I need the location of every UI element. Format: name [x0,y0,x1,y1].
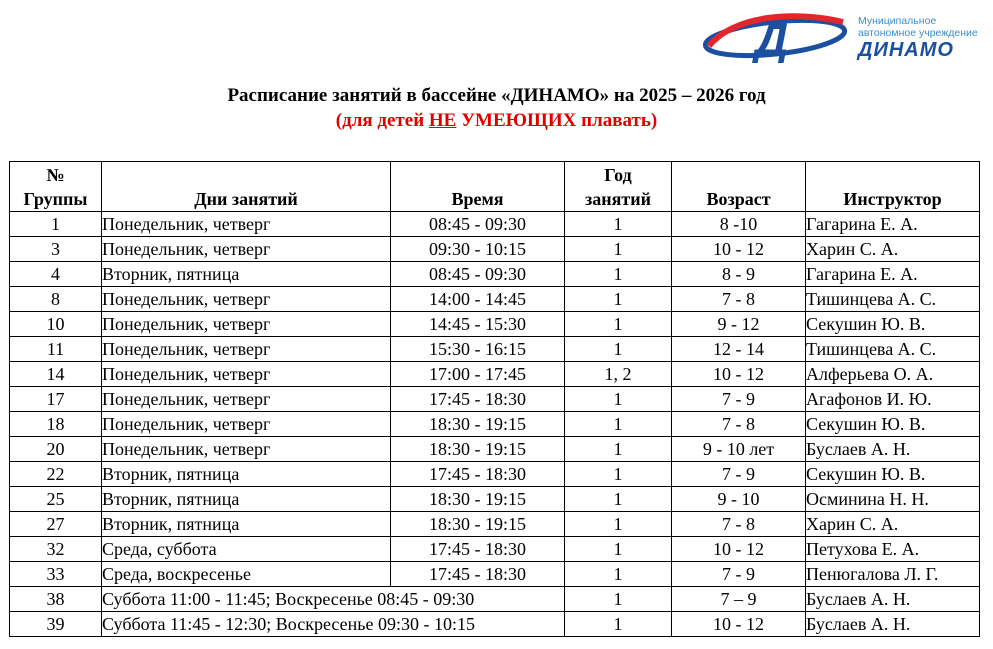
cell-year: 1 [565,562,672,587]
cell-group: 25 [10,487,102,512]
cell-instructor: Харин С. А. [806,237,980,262]
cell-group: 14 [10,362,102,387]
table-header-row [10,162,980,212]
cell-age: 9 - 10 лет [672,437,806,462]
cell-age: 9 - 12 [672,312,806,337]
cell-instructor: Тишинцева А. С. [806,337,980,362]
cell-group: 27 [10,512,102,537]
cell-year: 1 [565,287,672,312]
table-row [10,312,980,337]
cell-group: 33 [10,562,102,587]
cell-instructor: Гагарина Е. А. [806,212,980,237]
cell-time: 18:30 - 19:15 [391,487,565,512]
dinamo-logo-mark [703,8,853,63]
cell-year: 1 [565,587,672,612]
cell-days-time: Суббота 11:45 - 12:30; Воскресенье 09:30 - 10:15 [102,612,565,637]
subtitle-underlined: НЕ [428,110,457,131]
table-row [10,262,980,287]
header-year-line1: Год [604,165,632,185]
cell-age: 9 - 10 [672,487,806,512]
cell-time: 17:45 - 18:30 [391,462,565,487]
cell-instructor: Тишинцева А. С. [806,287,980,312]
header-group-line2: Группы [23,189,88,209]
logo-wordmark: ДИНАМО [858,39,954,61]
cell-age: 7 - 9 [672,387,806,412]
cell-age: 7 - 8 [672,287,806,312]
cell-days-time: Суббота 11:00 - 11:45; Воскресенье 08:45 - 09:30 [102,587,565,612]
cell-instructor: Алферьева О. А. [806,362,980,387]
schedule-table-body [10,212,980,637]
cell-days: Вторник, пятница [102,487,391,512]
table-row [10,212,980,237]
cell-age: 10 - 12 [672,362,806,387]
cell-time: 09:30 - 10:15 [391,237,565,262]
header-time: Время [391,162,565,212]
cell-age: 7 - 9 [672,562,806,587]
header-year [565,162,672,212]
cell-year: 1 [565,462,672,487]
cell-time: 18:30 - 19:15 [391,412,565,437]
cell-days: Вторник, пятница [102,512,391,537]
schedule-table [9,161,980,637]
cell-group: 4 [10,262,102,287]
cell-group: 11 [10,337,102,362]
cell-age: 7 - 9 [672,462,806,487]
cell-year: 1 [565,537,672,562]
table-row [10,437,980,462]
logo-caption-line2: автономное учреждение [858,27,978,39]
cell-days: Понедельник, четверг [102,212,391,237]
cell-days: Вторник, пятница [102,262,391,287]
header-group [10,162,102,212]
cell-year: 1 [565,262,672,287]
logo-caption-line1: Муниципальное [858,15,937,27]
cell-days: Понедельник, четверг [102,437,391,462]
cell-group: 1 [10,212,102,237]
svg-text:Д: Д [755,13,789,63]
cell-instructor: Секушин Ю. В. [806,412,980,437]
cell-group: 8 [10,287,102,312]
cell-days: Понедельник, четверг [102,387,391,412]
cell-instructor: Секушин Ю. В. [806,462,980,487]
table-row [10,237,980,262]
header-instructor: Инструктор [806,162,980,212]
cell-age: 12 - 14 [672,337,806,362]
cell-year: 1 [565,337,672,362]
cell-instructor: Харин С. А. [806,512,980,537]
cell-instructor: Буслаев А. Н. [806,587,980,612]
cell-year: 1 [565,612,672,637]
header-group-line1: № [46,165,65,185]
cell-days: Среда, суббота [102,537,391,562]
cell-year: 1 [565,412,672,437]
cell-time: 08:45 - 09:30 [391,262,565,287]
cell-instructor: Секушин Ю. В. [806,312,980,337]
cell-group: 32 [10,537,102,562]
cell-time: 14:00 - 14:45 [391,287,565,312]
cell-year: 1 [565,387,672,412]
dinamo-logo [703,8,983,63]
cell-time: 08:45 - 09:30 [391,212,565,237]
cell-time: 17:45 - 18:30 [391,562,565,587]
table-row [10,337,980,362]
table-row [10,387,980,412]
table-row [10,412,980,437]
cell-days: Понедельник, четверг [102,237,391,262]
logo-caption [858,15,978,61]
cell-group: 39 [10,612,102,637]
schedule-title: Расписание занятий в бассейне «ДИНАМО» на 2025 – 2026 год [227,85,766,106]
subtitle-part-2: УМЕЮЩИХ плавать) [456,110,658,131]
header-days: Дни занятий [102,162,391,212]
cell-age: 8 -10 [672,212,806,237]
table-row [10,487,980,512]
cell-days: Среда, воскресенье [102,562,391,587]
cell-time: 18:30 - 19:15 [391,437,565,462]
cell-time: 17:45 - 18:30 [391,387,565,412]
cell-days: Понедельник, четверг [102,337,391,362]
cell-instructor: Пенюгалова Л. Г. [806,562,980,587]
cell-group: 22 [10,462,102,487]
cell-age: 10 - 12 [672,237,806,262]
cell-days: Вторник, пятница [102,462,391,487]
cell-group: 10 [10,312,102,337]
cell-group: 18 [10,412,102,437]
table-row [10,512,980,537]
cell-age: 7 - 8 [672,512,806,537]
table-row [10,537,980,562]
cell-days: Понедельник, четверг [102,287,391,312]
table-row [10,562,980,587]
table-row [10,287,980,312]
cell-instructor: Гагарина Е. А. [806,262,980,287]
cell-time: 17:45 - 18:30 [391,537,565,562]
cell-group: 3 [10,237,102,262]
cell-age: 7 – 9 [672,587,806,612]
cell-group: 38 [10,587,102,612]
cell-age: 10 - 12 [672,537,806,562]
cell-age: 10 - 12 [672,612,806,637]
header-year-line2: занятий [585,189,651,209]
header-age: Возраст [672,162,806,212]
cell-year: 1, 2 [565,362,672,387]
cell-age: 7 - 8 [672,412,806,437]
cell-instructor: Агафонов И. Ю. [806,387,980,412]
cell-year: 1 [565,212,672,237]
cell-time: 15:30 - 16:15 [391,337,565,362]
table-row [10,612,980,637]
table-row [10,587,980,612]
cell-year: 1 [565,312,672,337]
cell-time: 18:30 - 19:15 [391,512,565,537]
cell-group: 20 [10,437,102,462]
cell-year: 1 [565,237,672,262]
cell-year: 1 [565,512,672,537]
table-row [10,362,980,387]
cell-instructor: Буслаев А. Н. [806,612,980,637]
cell-days: Понедельник, четверг [102,362,391,387]
cell-time: 17:00 - 17:45 [391,362,565,387]
table-row [10,462,980,487]
cell-days: Понедельник, четверг [102,312,391,337]
cell-time: 14:45 - 15:30 [391,312,565,337]
cell-year: 1 [565,437,672,462]
cell-instructor: Петухова Е. А. [806,537,980,562]
cell-year: 1 [565,487,672,512]
cell-instructor: Осминина Н. Н. [806,487,980,512]
cell-instructor: Буслаев А. Н. [806,437,980,462]
cell-group: 17 [10,387,102,412]
cell-days: Понедельник, четверг [102,412,391,437]
cell-age: 8 - 9 [672,262,806,287]
subtitle-part-1: (для детей [335,110,429,131]
schedule-subtitle [0,110,993,132]
